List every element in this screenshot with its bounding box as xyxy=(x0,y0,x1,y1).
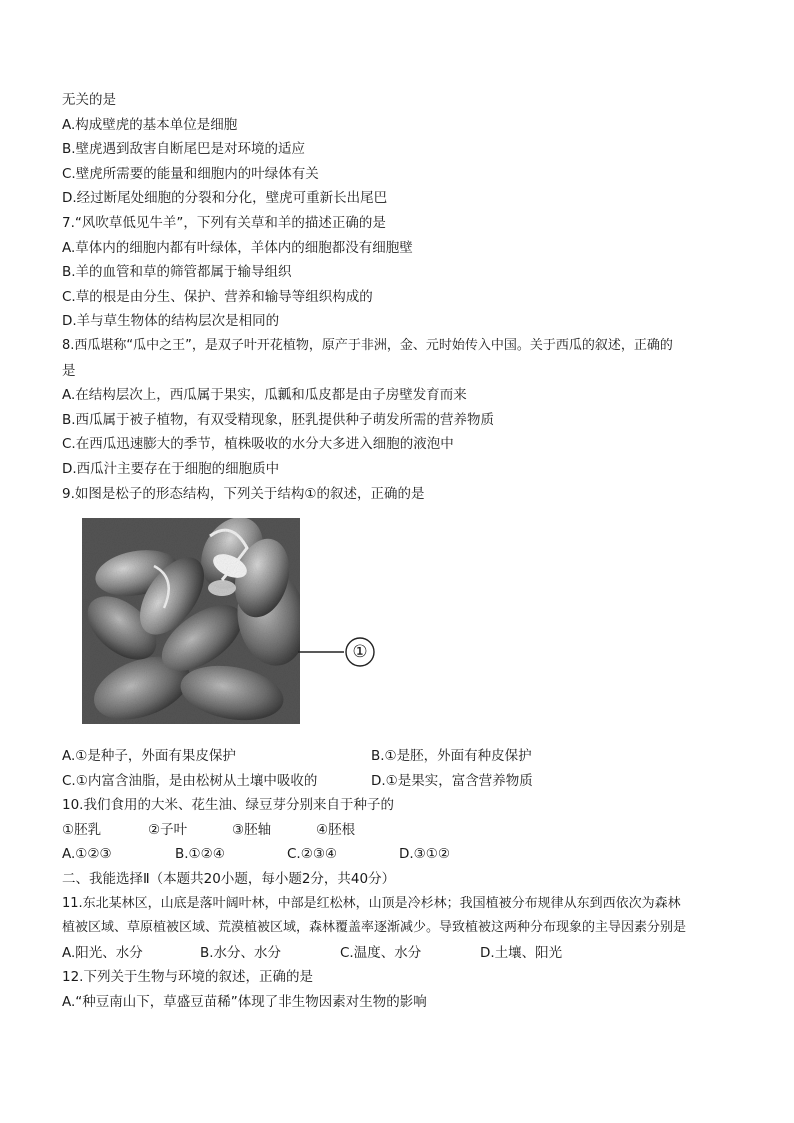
q10-options-row xyxy=(62,842,742,867)
q11-option-a: A.阳光、水分 xyxy=(62,944,143,961)
pine-nut-photo xyxy=(82,518,300,724)
q11-options-row xyxy=(62,941,742,966)
q6-option-a: A.构成壁虎的基本单位是细胞 xyxy=(62,116,238,133)
q11-stem-line-1: 11.东北某林区，山底是落叶阔叶林，中部是红松林，山顶是冷杉林；我国植被分布规律从东到西依次为森林 xyxy=(62,895,681,911)
q9-options-row-1 xyxy=(62,744,742,769)
structure-label: ① xyxy=(352,642,368,663)
q11-option-d: D.土壤、阳光 xyxy=(480,944,563,961)
q10-option-b: B.①②④ xyxy=(175,846,225,863)
q10-items-row xyxy=(62,818,742,843)
q12-option-a: A.“种豆南山下，草盛豆苗稀”体现了非生物因素对生物的影响 xyxy=(62,994,427,1011)
q7-option-a: A.草体内的细胞内都有叶绿体，羊体内的细胞都没有细胞壁 xyxy=(62,239,413,256)
q9-option-c: C.①内富含油脂，是由松树从土壤中吸收的 xyxy=(62,772,318,789)
q11-stem-line-2: 植被区域、草原植被区域、荒漠植被区域，森林覆盖率逐渐减少。导致植被这两种分布现象的主导因素分别是 xyxy=(62,920,687,936)
q9-option-b: B.①是胚，外面有种皮保护 xyxy=(371,748,532,765)
pine-nut-figure xyxy=(62,510,742,742)
section-2-heading: 二、我能选择Ⅱ（本题共20小题，每小题2分，共40分） xyxy=(62,871,396,888)
q10-option-a: A.①②③ xyxy=(62,846,112,863)
q10-option-d: D.③①② xyxy=(399,846,450,863)
q6-option-d: D.经过断尾处细胞的分裂和分化，壁虎可重新长出尾巴 xyxy=(62,190,388,207)
q7-stem: 7.“风吹草低见牛羊”，下列有关草和羊的描述正确的是 xyxy=(62,214,386,231)
q7-option-c: C.草的根是由分生、保护、营养和输导等组织构成的 xyxy=(62,288,373,305)
q10-item-4: ④胚根 xyxy=(316,821,356,838)
q9-stem: 9.如图是松子的形态结构，下列关于结构①的叙述，正确的是 xyxy=(62,485,425,502)
q6-option-c: C.壁虎所需要的能量和细胞内的叶绿体有关 xyxy=(62,165,319,182)
q11-option-c: C.温度、水分 xyxy=(340,944,422,961)
q9-option-d: D.①是果实，富含营养物质 xyxy=(371,772,533,789)
q8-stem-line-2: 是 xyxy=(62,362,76,379)
q11-option-b: B.水分、水分 xyxy=(200,944,282,961)
q8-stem-line-1: 8.西瓜堪称“瓜中之王”，是双子叶开花植物，原产于非洲，金、元时始传入中国。关于西瓜的叙述，正确的 xyxy=(62,337,673,353)
q6-option-b: B.壁虎遇到敌害自断尾巴是对环境的适应 xyxy=(62,141,306,158)
q8-option-a: A.在结构层次上，西瓜属于果实，瓜瓤和瓜皮都是由子房壁发育而来 xyxy=(62,387,467,404)
q8-option-c: C.在西瓜迅速膨大的季节，植株吸收的水分大多进入细胞的液泡中 xyxy=(62,436,454,453)
q10-item-3: ③胚轴 xyxy=(232,821,272,838)
q9-option-a: A.①是种子，外面有果皮保护 xyxy=(62,748,236,765)
q7-option-b: B.羊的血管和草的筛管都属于输导组织 xyxy=(62,264,292,281)
q7-option-d: D.羊与草生物体的结构层次是相同的 xyxy=(62,313,280,330)
q10-option-c: C.②③④ xyxy=(287,846,338,863)
q6-stem-tail: 无关的是 xyxy=(62,92,116,108)
q8-option-d: D.西瓜汁主要存在于细胞的细胞质中 xyxy=(62,460,280,477)
q9-options-row-2 xyxy=(62,769,742,794)
q10-item-2: ②子叶 xyxy=(148,821,188,838)
q10-item-1: ①胚乳 xyxy=(62,821,102,838)
q10-stem: 10.我们食用的大米、花生油、绿豆芽分别来自于种子的 xyxy=(62,797,394,814)
exam-page xyxy=(62,88,742,1015)
q12-stem: 12.下列关于生物与环境的叙述，正确的是 xyxy=(62,969,313,986)
label-leader-line xyxy=(298,510,388,742)
q8-option-b: B.西瓜属于被子植物，有双受精现象，胚乳提供种子萌发所需的营养物质 xyxy=(62,411,495,428)
